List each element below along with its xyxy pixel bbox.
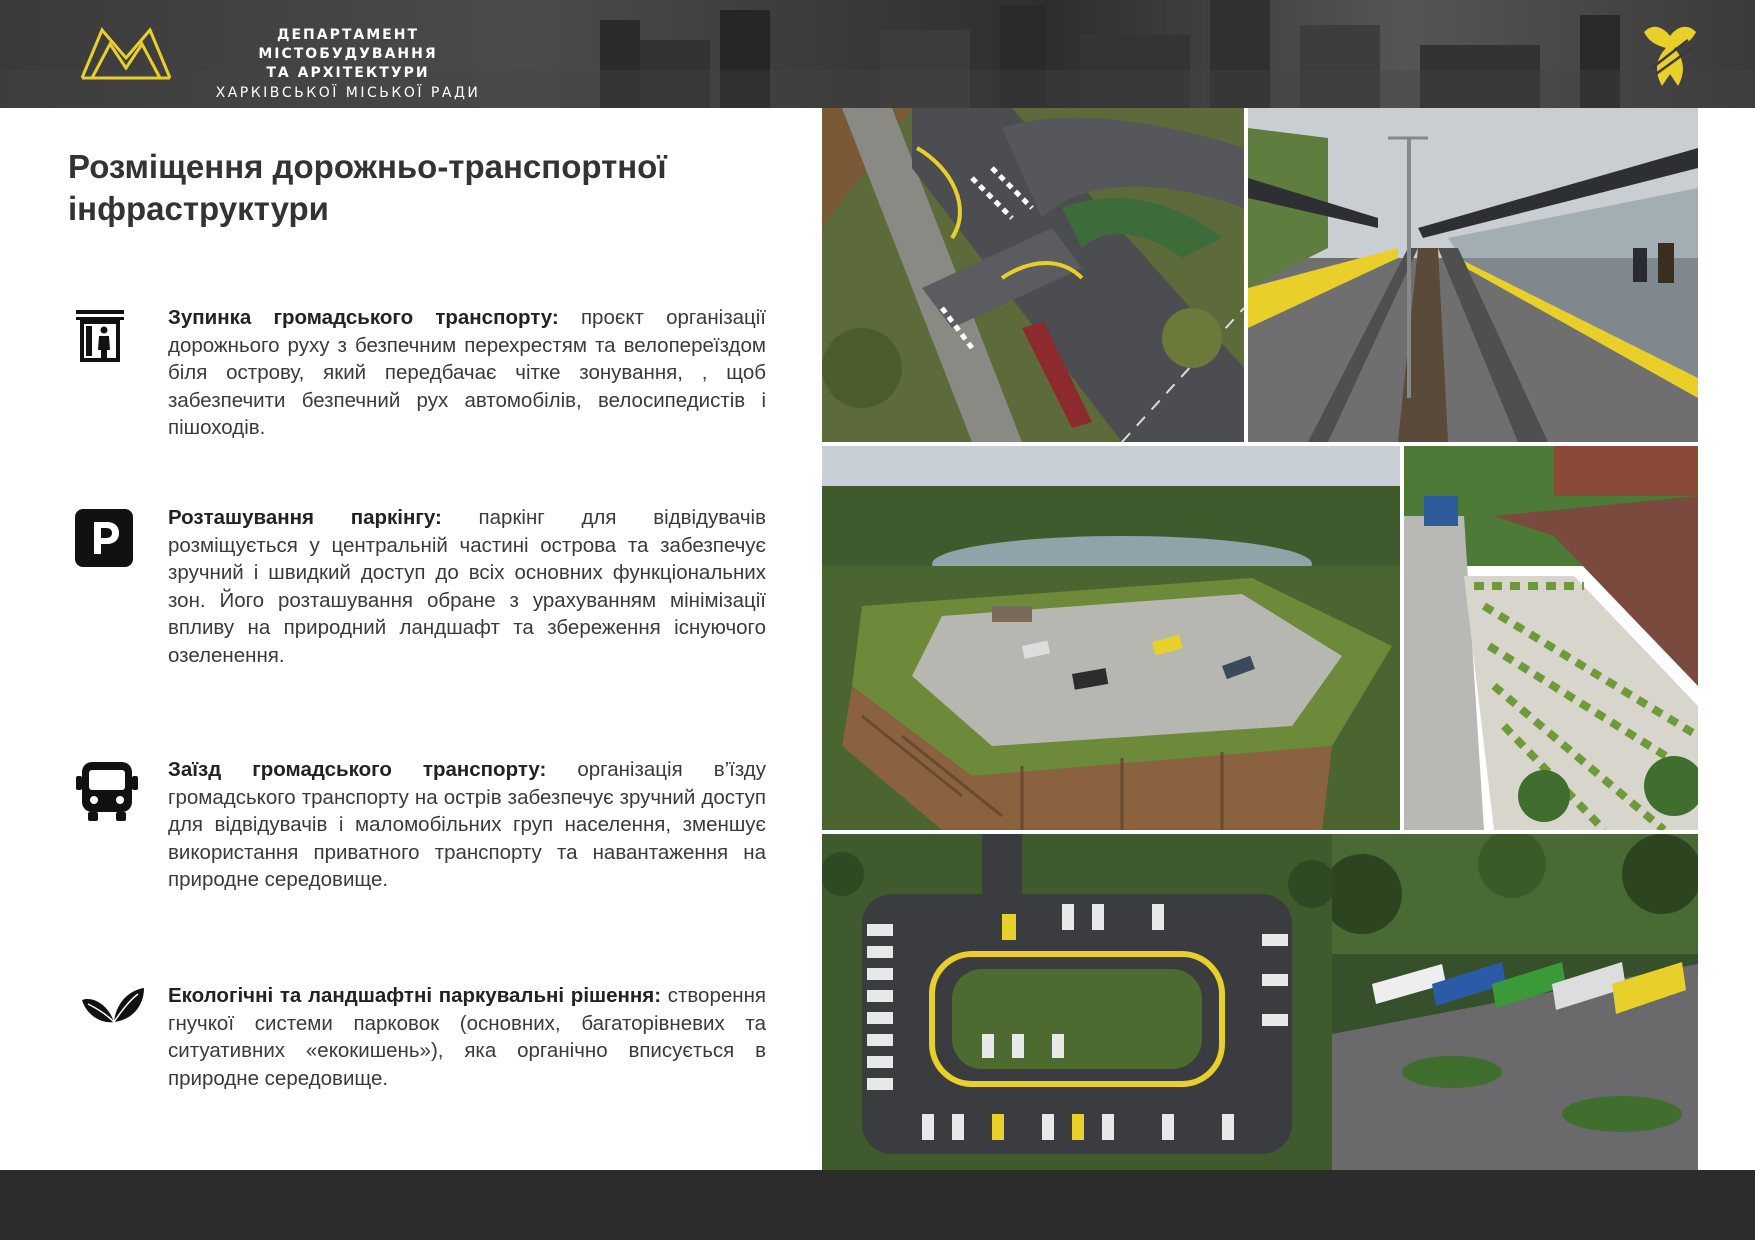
department-line-1: ДЕПАРТАМЕНТ МІСТОБУДУВАННЯ [258, 27, 438, 62]
kharkiv-emblem-icon [1634, 18, 1706, 90]
page-header [0, 0, 1755, 108]
tram-stop-photo [1248, 108, 1698, 442]
title-line-1: Розміщення дорожньо-транспортної [68, 148, 667, 185]
parking-description [168, 504, 766, 669]
parking-heading: Розташування паркінгу: [168, 506, 442, 529]
department-line-3: ХАРКІВСЬКОЇ МІСЬКОЇ РАДИ [215, 85, 481, 101]
bus-icon [74, 758, 140, 824]
bus-stop-description [168, 304, 766, 442]
parking-icon [74, 508, 134, 568]
page-footer [0, 1170, 1755, 1240]
leaves-icon [80, 984, 146, 1026]
eco-parking-text: створення гнучкої системи парковок (основних, багаторівневих та ситуативних «екокишень»), яка органічно вписується в природне середовище. [168, 984, 766, 1090]
public-transport-entry-description [168, 756, 766, 894]
bus-stop-text: проєкт організації дорожнього руху з безпечним перехрестям та велопереїздом біля острову, який передбачає чітке зонування, , щоб забезпечити безпечний рух автомобілів, велосипедистів і пішоходів. [168, 306, 766, 439]
photo-collage [822, 108, 1698, 1170]
parking-text: паркінг для відвідувачів розміщується у центральній частині острова та забезпечує зручний і швидкий доступ до всіх основних функціональних зон. Його розташування обране з урахуванням мінімізації впливу на природний ландшафт та збереження існуючого озеленення. [168, 506, 767, 667]
department-line-2: ТА АРХІТЕКТУРИ [266, 65, 430, 81]
eco-parking-heading: Екологічні та ландшафтні паркувальні рішення: [168, 984, 662, 1007]
eco-parking-description [168, 982, 766, 1092]
public-transport-entry-heading: Заїзд громадського транспорту: [168, 758, 547, 781]
aerial-parking-lot-photo [822, 834, 1332, 1170]
title-line-2: інфраструктури [68, 190, 329, 227]
page-title [68, 146, 768, 230]
eco-paver-parking-photo [1404, 446, 1698, 830]
bus-parking-photo [1332, 834, 1698, 1170]
aerial-intersection-photo [822, 108, 1244, 442]
bus-stop-icon [72, 306, 128, 366]
department-name [188, 26, 508, 103]
bus-stop-heading: Зупинка громадського транспорту: [168, 306, 559, 329]
green-roof-parking-photo [822, 446, 1400, 830]
public-transport-entry-text: організація в’їзду громадського транспорту на острів забезпечує зручний доступ для відвідувачів і маломобільних груп населення, зменшує використання приватного транспорту та навантаження на природне середовище. [168, 758, 767, 891]
dma-logo-icon [80, 24, 172, 80]
